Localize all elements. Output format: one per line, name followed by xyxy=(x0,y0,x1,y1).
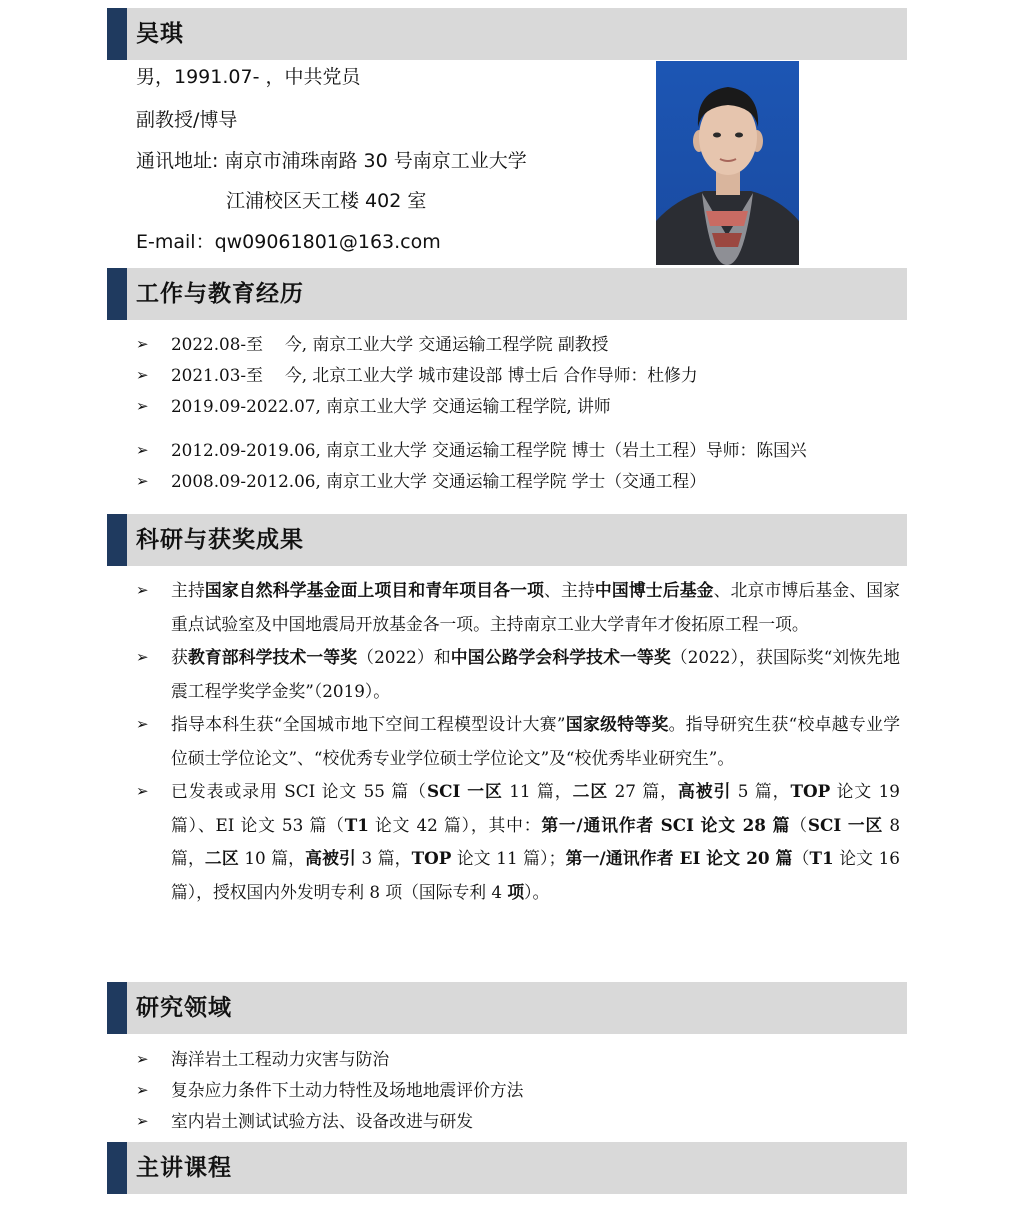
accent-bar xyxy=(107,514,127,566)
section-header-courses xyxy=(107,1142,907,1194)
arrow-bullet-icon: ➢ xyxy=(136,1050,149,1068)
section-title: 科研与获奖成果 xyxy=(136,527,304,553)
accent-bar xyxy=(107,268,127,320)
arrow-bullet-icon: ➢ xyxy=(136,648,149,666)
section-title: 研究领域 xyxy=(136,995,232,1021)
gender-birth-party: 男，1991.07- ，中共党员 xyxy=(136,66,361,88)
list-item: ➢ 主持国家自然科学基金面上项目和青年项目各一项、主持中国博士后基金、北京市博后基金、国家重点试验室及中国地震局开放基金各一项。主持南京工业大学青年才俊拓原工程一项。 xyxy=(136,574,900,641)
list-item: ➢ 2008.09-2012.06, 南京工业大学 交通运输工程学院 学士（交通工程） xyxy=(136,466,900,497)
section-header-experience xyxy=(107,268,907,320)
section-title: 主讲课程 xyxy=(136,1155,232,1181)
portrait-photo xyxy=(656,61,799,265)
list-item: ➢ 2022.08-至 今, 南京工业大学 交通运输工程学院 副教授 xyxy=(136,329,900,360)
list-item: ➢ 海洋岩土工程动力灾害与防治 xyxy=(136,1044,900,1075)
list-item: ➢ 2021.03-至 今, 北京工业大学 城市建设部 博士后 合作导师：杜修力 xyxy=(136,360,900,391)
arrow-bullet-icon: ➢ xyxy=(136,782,149,800)
fields-list xyxy=(136,1044,900,1137)
section-title: 工作与教育经历 xyxy=(136,281,304,307)
list-item: ➢ 复杂应力条件下土动力特性及场地地震评价方法 xyxy=(136,1075,900,1106)
research-list xyxy=(136,574,900,909)
arrow-bullet-icon: ➢ xyxy=(136,581,149,599)
accent-bar xyxy=(107,982,127,1034)
name-header xyxy=(107,8,907,60)
accent-bar xyxy=(107,8,127,60)
experience-list xyxy=(136,329,900,497)
list-item: ➢ 室内岩土测试试验方法、设备改进与研发 xyxy=(136,1106,900,1137)
section-header-fields xyxy=(107,982,907,1034)
list-item: ➢ 指导本科生获“全国城市地下空间工程模型设计大赛”国家级特等奖。指导研究生获“校卓越专业学位硕士学位论文”、“校优秀专业学位硕士学位论文”及“校优秀毕业研究生”。 xyxy=(136,708,900,775)
section-header-research xyxy=(107,514,907,566)
arrow-bullet-icon: ➢ xyxy=(136,441,149,459)
arrow-bullet-icon: ➢ xyxy=(136,1112,149,1130)
arrow-bullet-icon: ➢ xyxy=(136,1081,149,1099)
list-item: ➢ 已发表或录用 SCI 论文 55 篇（SCI 一区 11 篇，二区 27 篇，高被引 5 篇，TOP 论文 19 篇）、EI 论文 53 篇（T1 论文 42 篇），其中：第一/通讯作者 SCI 论文 28 篇（SCI 一区 8 篇，二区 10 篇，高被引 3 篇，TOP 论文 11 篇）；第一/通讯作者 EI 论文 20 篇（T1 论文 16 篇），授权国内外发明专利 8 项（国际专利 4 项）。 xyxy=(136,775,900,909)
arrow-bullet-icon: ➢ xyxy=(136,366,149,384)
address-line-2: 江浦校区天工楼 402 室 xyxy=(226,190,427,212)
position-title: 副教授/博导 xyxy=(136,109,238,131)
email: E-mail：qw09061801@163.com xyxy=(136,231,441,253)
arrow-bullet-icon: ➢ xyxy=(136,715,149,733)
list-item: ➢ 2012.09-2019.06, 南京工业大学 交通运输工程学院 博士（岩土工程）导师：陈国兴 xyxy=(136,435,900,466)
arrow-bullet-icon: ➢ xyxy=(136,472,149,490)
arrow-bullet-icon: ➢ xyxy=(136,335,149,353)
address-line-1: 通讯地址: 南京市浦珠南路 30 号南京工业大学 xyxy=(136,150,527,172)
accent-bar xyxy=(107,1142,127,1194)
list-item: ➢ 2019.09-2022.07, 南京工业大学 交通运输工程学院, 讲师 xyxy=(136,391,900,422)
list-item: ➢ 获教育部科学技术一等奖（2022）和中国公路学会科学技术一等奖（2022），获国际奖“刘恢先地震工程学奖学金奖”（2019）。 xyxy=(136,641,900,708)
arrow-bullet-icon: ➢ xyxy=(136,397,149,415)
person-name: 吴琪 xyxy=(136,21,184,47)
